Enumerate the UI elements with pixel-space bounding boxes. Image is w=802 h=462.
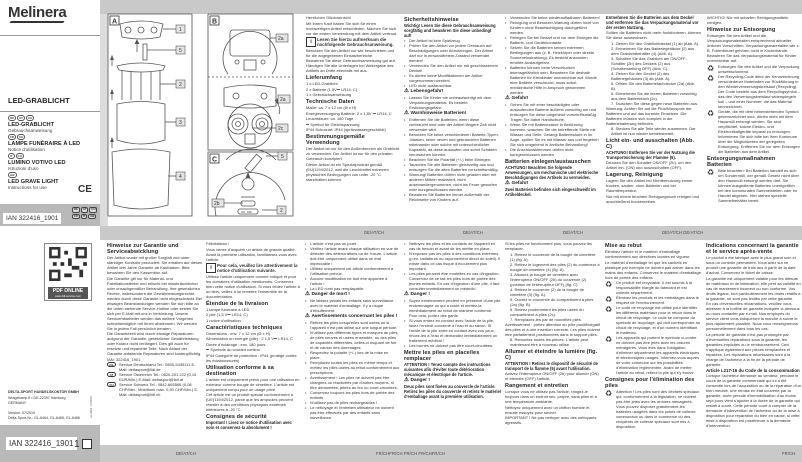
manual-type: Notice d'utilisation bbox=[8, 147, 45, 152]
symbol-note: ♻ Entsorgen Sie den Artikel und die Verpackung umweltschonend. bbox=[707, 64, 801, 74]
symbol-note: ♻ Geräte, die mit dem nebenstehenden Symbol gekennzeichnet sind, dürfen nicht mit dem Hausmüll entsorgt werden. Sie sind verpflichtet, solche Elektro- und Elektronikaltgeräte separat zu entsorgen. Informieren Sie sich bitte bei Ihrer Kommune über die Möglichkeiten der geregelten Entsorgung. Entfernen Sie vor dem Entsorgen die Batterien aus dem Artikel. bbox=[707, 109, 801, 154]
bullet-item: • Batterien können beim Verschlucken lebensgefährlich sein. Bewahren Sie deshalb Batterien für Kleinkinder unerreichbar auf. Wurde eine Batterie verschluckt, muss sofort medizinische Hilfe in Anspruch genommen werden. bbox=[505, 65, 600, 95]
paragraph: Der Artikel wurde mit großer Sorgfalt und unter ständiger Kontrolle produziert. Sie erhalten auf diesen Artikel drei Jahre Garantie ab Kaufdatum. Bitte bewahren Sie den Kassenbon auf. bbox=[107, 255, 203, 275]
section-heading: Batterien einlegen/austauschen bbox=[505, 159, 591, 165]
service-contact-text: Service Schweiz Tel.: 0842-665566 (0,08 CHF/Min., Mobilfunk max. 0,40 CHF/Min.) E-Mail: deltasport@lidl.ch bbox=[119, 382, 199, 397]
brand-logo: Melinera bbox=[8, 4, 67, 21]
section-heading: Consignes pour l'élimination des piles bbox=[605, 377, 695, 389]
bullet-item: • Warnung! Batterien dürfen nicht geladen oder mit anderen Mitteln reaktiviert, nicht auseinandergenommen, nicht ins Feuer geworfen oder kurzgeschlossen werden. bbox=[404, 172, 499, 192]
numbered-step: 5. Öffnen Sie den Batteriefachdeckel (2a) (Abb. B). bbox=[611, 80, 695, 91]
ce-mark: CE bbox=[78, 184, 92, 195]
paragraph: Durée d'éclairage : env. 180 jours bbox=[206, 341, 266, 347]
bullet-item: • Si vous entrez en contact avec l'acide de la pile, lavez l'endroit concerné à l'eau et au savon. Si l'acide de la pile entre en contact avec vos yeux, rincez-les à l'eau et demandez immédiatement un traitement médical ! bbox=[404, 318, 501, 343]
paragraph: Si les piles ne fonctionnent plus, vous pouvez les remplacer. bbox=[505, 241, 592, 251]
service-contact-text: Service Deutschland Tel.: 0800-5435111 E-Mail: deltasport@lidl.de bbox=[119, 362, 196, 372]
page-footer-region: DE/AT/CH bbox=[463, 230, 484, 235]
section-heading: Caractéristiques techniques bbox=[206, 324, 283, 331]
bullet-item: • Es dürfen keine Modifikationen am Artikel vorgenommen werden! bbox=[404, 73, 499, 83]
paragraph: Herzlichen Glückwunsch! bbox=[306, 15, 351, 20]
paragraph: En cas d'éventuelles réclamations, veuillez vous adresser à la hotline de garantie indiquée ci-dessous ou nous contacter par e-mail. Nos employés du service client vous indiqueront la marche à suivre le plus rapidement possible. Nous vous renseignerons personnellement dans tous les cas. bbox=[706, 301, 800, 331]
bullet-item: • Les bornes ne doivent pas être court-circuitées. bbox=[404, 343, 501, 348]
text-column bbox=[306, 15, 400, 182]
figure-b-label: B bbox=[212, 18, 218, 26]
paragraph: ⎓ Symbol für Gleichspannung bbox=[306, 121, 360, 127]
section-heading: Licht ein- und ausschalten (Abb. C) bbox=[606, 138, 695, 150]
service-contact bbox=[107, 362, 203, 372]
bold-paragraph: ATTENTION ! Retirez le dispositif de sécurité de transport de la flamme (5) avant l'utilisation. bbox=[505, 361, 598, 371]
bullet-item: • Wenn Sie mit Batteriesäure in Berührung kommen, waschen Sie die betreffende Stelle mit Wasser und Seife. Gelangt Batteriesäure in Ihr Auge, spülen Sie es mit Wasser aus und begeben Sie sich umgehend in ärztliche Behandlung! bbox=[505, 122, 600, 147]
warning-heading: ⚠ Danger de mort ! bbox=[305, 291, 400, 298]
bullet-item: • L'article n'est pas un jouet. bbox=[305, 241, 400, 246]
paragraph: 2 x Batterie (1,5V⎓ LR14, C) bbox=[306, 86, 358, 92]
figure-c-label: C bbox=[212, 156, 218, 164]
bold-paragraph: Entnehmen Sie die Batterien aus dem Deckel und entfernen Sie das Verpackungsmaterial vor der ersten Nutzung. bbox=[606, 15, 699, 30]
bullet-item: • Tauschen Sie alle Batterien gleichzeitig aus und entsorgen Sie die alten Batterien vorschriftsmäßig. bbox=[404, 162, 499, 172]
section-heading: Mettre les piles en place/les remplacer bbox=[404, 350, 480, 362]
paragraph: Lorsque vous ne utilisez pas l'article, rangez-le toujours dans un endroit sec, propre, sans piles et à une température ambiante. bbox=[505, 389, 597, 404]
country-code-badge: DE bbox=[107, 362, 116, 367]
bullet-item: • Le nettoyage et l'entretien utilisateur ne doivent pas être effectués par des enfants sans surveillance. bbox=[305, 405, 400, 420]
part-label-2a: 2a bbox=[278, 36, 284, 42]
symbol-note: ♻ Le code de recyclage est utilisé pour identifier les différents matériaux pour le retour dans le circuit de recyclage. Le code se compose du symbole de recyclage, qui doit correspondre au circuit de recyclage, et d'un numéro identifiant le matériau. bbox=[605, 305, 701, 335]
paragraph: 1 x LED-Grablicht bbox=[306, 81, 338, 86]
paragraph: La garantie est uniquement valable pour les défauts de matériaux et de fabrication, elle perd sa validité en cas de maniement incorrect ou non conforme. Vos droits légaux, tout particulièrement les droits relatifs à la garantie, ne sont pas limités par cette garantie. bbox=[706, 275, 801, 301]
bullet-item: • Reinigen Sie bei Bedarf und vor dem Einlegen die Batterie- und Gerätekontakte. bbox=[505, 35, 600, 45]
bullet-item: • Die Anschlussklemmen dürfen nicht kurzgeschlossen werden. bbox=[505, 147, 600, 157]
country-code-badge: CH bbox=[19, 135, 24, 139]
paragraph: Éliminez l'article et le matériel d'emballage conformément aux directives locales en vigueur. bbox=[605, 249, 691, 259]
pdf-online-label: PDF ONLINE bbox=[52, 288, 84, 294]
page-number: 1 bbox=[74, 439, 80, 450]
paragraph: Cet article est un produit spécial conformément à (UE)1194/2012, parce que les ampoules peuvent résister à des conditions physiques extrêmes inférieures à -20 °C. bbox=[206, 392, 293, 412]
part-label-1: 1 bbox=[179, 27, 182, 33]
company-street: Wragekamp 6 • DE-22397 Hamburg bbox=[8, 395, 66, 400]
paragraph: IAN: 322416_1901 bbox=[107, 356, 141, 362]
bullet-item: • Remplacez toutes les piles en même temps et mettez les piles usées au rebut conformément aux prescriptions. bbox=[305, 360, 400, 375]
item-number: Delta-Sport-Nr.: GL-6464, GL-6465, GL-6466 bbox=[8, 416, 80, 420]
numbered-step: 3. Allumez la bougie de cimetière avec l'interrupteur ON/OFF (2b) du couvercle (2) (position de l'interrupteur OFF) (fig. C). bbox=[510, 271, 587, 287]
paragraph: 1 notice d'utilisation bbox=[206, 317, 241, 323]
country-code-badge: DE bbox=[10, 116, 15, 120]
bullet-item: • Verwenden Sie den Artikel nur mit geschlossenem Deckel! bbox=[404, 63, 499, 73]
bullet-item: • Respectez la polarité (+/-) lors de la mise en place. bbox=[305, 350, 400, 360]
bold-paragraph: ACHTUNG! Entfernen Sie vor der Nutzung die Transportsicherung der Flamme (5). bbox=[606, 150, 695, 160]
symbol-note: ♻ Der Recycling-Code dient der Kennzeichnung verschiedener Materialien zur Rückführung in den Wiederverwertungskreislauf (Recycling). Der Code besteht aus dem Recyclingsymbol – das den Verwertungskreislauf widerspiegeln soll – und einer Nummer, die das Material kennzeichnet. bbox=[707, 74, 801, 109]
bold-paragraph: Wichtig! Lesen Sie diese Gebrauchsanweisung sorgfältig und bewahren Sie diese unbedingt auf! bbox=[404, 23, 496, 38]
warning-heading: ⚠ Gefahr! bbox=[505, 95, 600, 102]
bullet-item: • Soyez extrêmement prudent en présence d'une pile endommagée ou qui a coulé et mettez-la immédiatement au rebut de manière conforme. Pour cela, portez des gants. bbox=[404, 298, 501, 318]
paragraph: Energieversorgung Batterie: 2 x 1,5V ⎓ LR14, C bbox=[306, 110, 392, 116]
section-heading: Hinweise zur Garantie und Serviceabwicklung bbox=[107, 243, 179, 255]
text-column bbox=[707, 15, 801, 203]
symbol-note: ♻ Bitte beachten: Bei Batterien handelt es sich um Sondermüll, der gemäß Gesetz nicht über den Hausmüll entsorgt werden darf. Sie können ausgediente Batterien unentgeltlich bei den kommunalen Sammelstellen oder im Handel abgeben. Hier stehen spezielle Sammelbehälter bereit. bbox=[707, 168, 801, 203]
section-heading: Hinweise zur Entsorgung bbox=[707, 27, 776, 33]
country-code-badge: IT bbox=[10, 154, 13, 158]
warning-heading: ⚠ Gefahr! bbox=[505, 180, 600, 187]
paragraph: La période de garantie n'est pas prolongée par d'éventuelles réparations sous la garantie, les garanties implicites ou le remboursement. Ceci s'applique également aux pièces remplacées et réparées. Les réparations nécessaires sont à la charge de l'acheteur à la fin de la période de garantie. bbox=[706, 331, 791, 367]
warning-heading: ⚠ Danger ! bbox=[404, 291, 501, 298]
paragraph: Maße: ca. 7 x 12 cm (Ø x H) bbox=[306, 105, 357, 110]
paragraph: Alimentation en énergie (pile) : 2 1,5 V⎓ LR14, C bbox=[206, 336, 294, 341]
bullet-item: • LED nicht austauschbar. bbox=[404, 83, 499, 88]
bold-paragraph: ATTENTION ! Tenez compte des instructions suivantes afin d'éviter toute détérioration mécanique et électrique de l'article. bbox=[404, 362, 491, 377]
paragraph: Lagern Sie den Artikel bei Nichtbenutzung immer trocken, sauber, ohne Batterien und bei Raumtemperatur. bbox=[606, 178, 693, 193]
figure-a-label: A bbox=[112, 18, 118, 26]
bullet-item: • Avertissement ! Les piles ne doivent pas être chargées ou réactivées par d'autres moyens, ni être démontées, jetées au feu ou court-circuitées. bbox=[305, 375, 400, 390]
bullet-item: • Vérifiez l'article avant chaque utilisation en vue de détecter des détériorations ou de l'usure. L'article doit être uniquement utilisé dans un état impeccable ! bbox=[305, 246, 400, 266]
paragraph: Avertissement : prêtez attention au pôle positif/négatif des piles et à une insertion correcte. Les piles doivent être parfaitement positionnées dans le support piles. bbox=[505, 321, 601, 337]
service-contact bbox=[107, 372, 203, 382]
paragraph: Warnung: Achten Sie auf die Plus/Minuspole der Batterien und auf das korrekte Einsetzen. Die Batterien müssen sich komplett in der Batteriehalterung befinden. bbox=[606, 105, 692, 126]
country-code-badge: IT bbox=[82, 213, 86, 218]
paragraph: Die Garantiezeit wird durch etwaige Reparaturen aufgrund der Garantie, gesetzlicher Gewährleistung oder Kulanz nicht verlängert. Dies gilt auch für ersetzte und reparierte Teile. Nach Ablauf der Garantie anfallende Reparaturen sind kostenpflichtig. bbox=[107, 331, 202, 356]
section-heading: Étendue de la livraison bbox=[206, 300, 269, 307]
bullet-item: • Der Artikel ist kein Spielzeug. bbox=[404, 38, 499, 43]
company-country: GERMANY bbox=[8, 401, 27, 405]
part-label-5: 5 bbox=[281, 154, 284, 160]
page-footer-region: FR/CHFR/CH FR/CH FR/CHFR/CH bbox=[376, 451, 445, 456]
warning-heading: ⚠ Avertissements concernant les piles ! bbox=[305, 313, 400, 320]
page-footer-region: DE/AT/CH bbox=[563, 230, 584, 235]
paragraph: IMPORTANT ! Ne pas nettoyer avec des nettoyants agressifs. bbox=[505, 415, 597, 425]
text-column bbox=[505, 241, 601, 426]
bullet-item: • Gehen Sie mit einer beschädigten oder auslaufenden Batterie äußerst vorsichtig um und entsorgen Sie diese umgehend vorschriftsmäßig. Tragen Sie dabei Handschuhe. bbox=[505, 102, 600, 122]
paragraph: Utilisez l'article uniquement comme indiqué et pour les domaines d'utilisation mentionnés. Conservez bien cette notice d'utilisation. Si vous cédez l'article à un tiers, veillez à lui remettre l'ensemble de la documentation. bbox=[206, 273, 300, 299]
section-heading: Entsorgungsmaßnahmen Batterien bbox=[707, 155, 776, 168]
warning-heading: ⚠ Lebensgefahr! bbox=[404, 88, 499, 95]
bullet-item: • Retirez les piles lorsqu'elles sont usées ou si l'appareil n'est pas utilisé sur une longue période. bbox=[305, 320, 400, 330]
figure-a-frame bbox=[108, 14, 192, 216]
numbered-step: 1. Ziehen Sie den Grablichtdeckel (1) ab (Abb. A). bbox=[611, 40, 700, 46]
paragraph: Bewahren Sie diese Gebrauchsanweisung gut auf. Händigen Sie alle Unterlagen bei Weitergabe des Artikels an Dritte ebenfalls mit aus. bbox=[306, 58, 396, 73]
note-box: i Pour cela, veuillez lire attentivement la notice d'utilisation suivante. bbox=[206, 263, 301, 273]
numbered-step: 4. Ziehen Sie den Deckel (2) des Batteriegehäuses (3) ab (Abb. A). bbox=[611, 70, 671, 81]
bullet-item: • Utilisez uniquement cet article conformément à l'utilisation prévue. bbox=[305, 266, 400, 276]
paragraph: Sollten die Batterien nicht mehr funktionieren, können Sie diese auswechseln. bbox=[606, 30, 701, 40]
part-label-2b: 2b bbox=[214, 201, 220, 207]
part-label-2: 2 bbox=[179, 82, 182, 88]
symbol-note: ♻ Ce produit est recyclable. Il est soumis à la responsabilité élargie du fabricant et est collecté séparément. bbox=[605, 280, 701, 295]
numbered-step: 6. Entnehmen Sie die leeren Batterien vorsichtig aus dem Batteriefach (2c). bbox=[611, 90, 697, 101]
bullet-item: • N'exposez pas les piles à des conditions extrêmes (p.ex. radiateurs ou rayonnement direct du soleil). Il existe dans ce cas risque d'écoulement plus important. bbox=[404, 251, 501, 271]
section-heading: Mise au rebut bbox=[605, 243, 642, 249]
numbered-step: 1. Retirez le couvercle de la bougie de cimetière (1) (fig. A). bbox=[510, 251, 596, 262]
bold-paragraph: ACHTUNG! Beachten Sie folgende Anweisungen, um mechanische und elektrische Beschädigungen des Artikels zu vermeiden. bbox=[505, 165, 599, 180]
paragraph: Mit Ihrem Kauf haben Sie sich für einen hochwertigen Artikel entschieden. Machen Sie sich vor der ersten Verwendung mit dem Artikel vertraut. bbox=[306, 20, 398, 36]
paragraph: IP44 Schutzart: IP44 (spritzwassergeschützt) bbox=[306, 127, 386, 132]
symbol-note: ♻ Les appareils qui portent le symbole ci-contre ne doivent pas être jetés avec les ordures ménagères. Vous êtes dans l'obligation d'éliminer séparément les appareils électriques et électroniques usagés. Informez-vous auprès de votre commune sur les possibilités d'élimination réglementée. Avant de mettre l'article au rebut, retirez la pile qui s'y trouve. bbox=[605, 335, 701, 375]
bullet-item: • Aucune modification ne doit être apportée à l'article ! bbox=[305, 276, 400, 286]
text-column bbox=[305, 241, 400, 420]
country-code-badge: DE bbox=[74, 207, 78, 211]
paragraph: Die Garantie gilt nur für Material- und Fabrikationsfehler und erlischt bei missbräuchlicher oder unsachgemäßer Behandlung. Ihre gesetzlichen Rechte, insbesondere die Gewährleistungsrechte, werden durch diese Garantie nicht eingeschränkt. Bei etwaigen Beanstandungen wenden Sie sich bitte an die unten stehende Service-Hotline oder setzen Sie sich per E-Mail mit uns in Verbindung. Unsere Servicemitarbeiter werden das weitere Vorgehen schnellstmöglich mit Ihnen abstimmen. Wir werden Sie in jedem Fall persönlich beraten. bbox=[107, 275, 202, 331]
section-heading: Bestimmungsgemäße Verwendung bbox=[306, 134, 365, 146]
paragraph: 1 lampe funéraire à LED bbox=[206, 306, 250, 312]
paragraph: Leuchtdauer: ca. 180 Tage bbox=[306, 116, 354, 121]
country-code-badge: CH bbox=[27, 116, 33, 120]
ian-number: IAN 322416_1901 bbox=[6, 437, 77, 450]
section-heading: Technische Daten bbox=[306, 99, 355, 105]
bold-paragraph: Zwei Batterien befinden sich eingeschweißt im Artikeldeckel. bbox=[505, 187, 596, 197]
numbered-step: 2. Retirez le logement des piles (2) du conteneur à bougie de cimetière (4) (fig. A). bbox=[510, 261, 600, 272]
paragraph: Dimensions : env. 7 x 12 cm (Ø x H) bbox=[206, 330, 270, 336]
warning-heading: ⚠ Danger ! bbox=[404, 377, 501, 384]
paragraph: ⎓ Symbole du courant continu bbox=[206, 347, 260, 352]
version-label: Version: 07/2019 bbox=[8, 410, 35, 415]
manual-type: Istruzioni d'uso bbox=[8, 166, 39, 171]
paragraph: 1 x Gebrauchsanweisung bbox=[306, 92, 352, 97]
pdf-online-url[interactable]: www.lidl-service.com bbox=[55, 294, 81, 298]
numbered-step: 2. Entnehmen Sie das Batteriegehäuse (2) aus dem Grablichtbehälter (4) (Abb. A). bbox=[611, 45, 695, 56]
paragraph: WICHTIG! Nie mit scharfen Reinigungsmitteln reinigen. bbox=[707, 15, 789, 25]
product-name: LED-GRABLICHT bbox=[8, 122, 54, 128]
text-column bbox=[606, 15, 701, 204]
paragraph: Lorsque l'acheteur demande au vendeur, pendant le cours de la garantie commerciale qui lui a été consentie lors de l'acquisition ou de la réparation d'un bien meuble, une remise en état couverte par la garantie, toute période d'immobilisation d'au moins sept jours vient s'ajouter à la durée de la garantie qui restait à courir. Cette période court à compter de la demande d'intervention de l'acheteur ou de la mise à disposition pour réparation du bien en cause, si cette mise à disposition est postérieure à la demande d'intervention. bbox=[706, 372, 801, 428]
bullet-item: • N'utilisez pas différents types et marques de piles, de piles neuves et usées ensemble, ou des piles de capacités différentes, celles-ci risquant de fuir et de causer des dommages. bbox=[305, 330, 400, 350]
country-code-badge: CH bbox=[91, 207, 96, 211]
paragraph: Nettoyez uniquement avec un chiffon humide et ensuite essuyez pour sécher. bbox=[505, 404, 590, 415]
country-code-badge: FR bbox=[74, 213, 78, 218]
bullet-item: • Beachten Sie die Polarität (+/-) beim Einlegen. bbox=[404, 157, 499, 162]
symbol-note: ♻ Attention ! Les piles sont des déchets spéciaux qui, conformément à la législation, ne doivent pas être jetés avec les ordures ménagères. Vous pouvez disposer gratuitement les batteries usagées dans les points de collecte communaux ou dans le commerce où des récipients de collecte spéciaux sont mis à disposition. bbox=[605, 389, 701, 429]
warning-heading: ⚠ Warnhinweise Batterien! bbox=[404, 110, 499, 117]
paragraph: Activez l'interrupteur ON/OFF (2b) pour allumer (ON) et éteindre (OFF) l'article. bbox=[505, 371, 599, 381]
section-heading: Allumer et éteindre la lumière (fig. C) bbox=[505, 349, 598, 361]
section-heading: Consignes de sécurité bbox=[206, 414, 267, 420]
country-code-badge: CH bbox=[107, 382, 116, 387]
bullet-item: • Ne laissez jamais les enfants sans surveillance avec le matériel d'emballage. Il y a risque d'étouffement. bbox=[305, 298, 400, 313]
bullet-item: • Nettoyez les piles et les contacts de l'appareil en cas de besoin et avant de les mettre en place. bbox=[404, 241, 501, 251]
section-heading: Lagerung, Reinigung bbox=[606, 172, 663, 178]
symbol-note: ♻ Éliminez les produits et les emballages dans le respect de l'environnement. bbox=[605, 295, 701, 305]
part-label-2c: 2c bbox=[278, 126, 284, 132]
part-label-3: 3 bbox=[179, 120, 182, 126]
bullet-item: • Lassen Sie Kinder nie unbeaufsichtigt mit dem Verpackungsmaterial. Es besteht Erstickungsgefahr. bbox=[404, 95, 499, 110]
paragraph: 2 pile (1,5 V⎓ LR14, C) bbox=[206, 312, 248, 317]
part-label-2: 2 bbox=[280, 208, 283, 214]
part-label-5: 5 bbox=[179, 48, 182, 54]
bullet-item: • Verwenden Sie keine wiederaufladbaren Batterien! bbox=[505, 15, 600, 20]
product-name: LUMINO VOTIVO LED bbox=[8, 160, 66, 166]
page-footer-region: FR/CH bbox=[782, 451, 796, 456]
side-code: GL-6464 · 07/2019 bbox=[90, 396, 93, 418]
bullet-item: • Les piles peuvent être mortelles en cas d'ingestion. Conservez de ce fait les piles hors de portée des jeunes enfants. En cas d'ingestion d'une pile, il faut consulter immédiatement un médecin. bbox=[404, 271, 501, 291]
numbered-step: 7. Remplacez-les par de nouvelles piles. bbox=[510, 316, 582, 322]
numbered-step: 8. Stecken Sie alle Teile wieder zusammen. Der Artikel ist nun wieder betriebsbereit. bbox=[611, 126, 696, 136]
paragraph: L'article est uniquement prévu pour une utilisation en extérieur comme bougie de cimetière. L'article est uniquement conçu pour un usage privé. bbox=[206, 376, 300, 392]
paragraph: Entsorgen Sie den Artikel und die Verpackungsmaterialien entsprechend aktueller örtlicher Vorschriften. Verpackungsmaterialien wie z. B. Folienbeutel gehören nicht in Kinderhände. Bewahren Sie das Verpackungsmaterial für Kinder unerreichbar auf. bbox=[707, 33, 800, 63]
paragraph: Félicitations ! bbox=[206, 241, 230, 246]
paragraph: Drücken Sie den Schalter ON/OFF (2b), um den Artikel ein- (ON) und auszuschalten (OFF). bbox=[606, 160, 692, 170]
page-footer-region: DE/AT/CH DE/AT/CH bbox=[662, 230, 704, 235]
text-column bbox=[605, 241, 701, 429]
country-code-badge: GB bbox=[90, 213, 95, 218]
numbered-step: 5. Ouvrez le couvercle du compartiment à piles (2a) (fig. B). bbox=[510, 296, 594, 307]
bullet-item: • Bewahren Sie Batterien immer außerhalb der Reichweite von Kindern auf. bbox=[404, 192, 499, 202]
text-column bbox=[404, 241, 501, 399]
note-box: i Lesen Sie hierzu aufmerksam die nachfolgende Gebrauchsanweisung. bbox=[306, 37, 400, 47]
part-label-2a: 2a bbox=[280, 97, 286, 103]
text-column bbox=[404, 15, 499, 202]
section-heading: Indications concernant la garantie et le service après-vente bbox=[706, 243, 799, 255]
part-label-4: 4 bbox=[179, 174, 182, 180]
bullet-item: • Setzen Sie die Batterien keinen extremen Bedingungen aus (z. B. Heizkörper oder direkte Sonneneinstrahlung). Es besteht ansonsten erhöhte Auslaufgefahr. bbox=[505, 45, 600, 65]
manual-type: Instructions for use bbox=[8, 185, 47, 190]
country-code-badge: AT bbox=[19, 116, 23, 120]
product-name: LAMPE FUNÉRAIRE À LED bbox=[8, 141, 81, 147]
text-column bbox=[206, 241, 301, 430]
section-heading: Lieferumfang bbox=[306, 75, 343, 81]
bullet-item: • Reinigung und Benutzer-Wartung dürfen nicht von Kindern ohne Beaufsichtigung durchgeführt werden. bbox=[505, 20, 600, 35]
bold-paragraph: Deux piles sont fixées au couvercle de l'article. Retirez les piles du couvercle et retirez le matériel d'emballage avant la première utilisation. bbox=[404, 384, 501, 399]
bullet-item: • La LED n'est pas remplaçable. bbox=[305, 286, 400, 291]
country-code-badge: GB bbox=[10, 173, 15, 177]
bullet-item: • Conservez toujours les piles hors de portée des enfants. bbox=[305, 390, 400, 400]
country-code-badge: FR bbox=[10, 135, 14, 139]
page-footer-region: DE/AT/CH bbox=[364, 230, 385, 235]
service-contact-text: Service Österreich Tel.: 0820-201 222 (0,15 EUR/Min.) E-Mail: deltasport@lidl.at bbox=[119, 372, 197, 382]
paragraph: Dieser Artikel ist ein Spezialprodukt gemäß (EU)1194/2012, weil die Leuchtmittel extremen physischen Bedingungen von unter -20 °C standhalten können. bbox=[306, 161, 389, 182]
product-name: LED GRAVE LIGHT bbox=[8, 179, 59, 185]
bullet-item: • N'utilisez pas de piles rechargeables ! bbox=[305, 400, 400, 405]
text-column bbox=[706, 241, 801, 428]
numbered-step: 6. Retirez prudemment les piles usées du compartiment à piles (2c). bbox=[510, 306, 584, 317]
country-code-badge: AT bbox=[82, 207, 87, 211]
ian-number: IAN 322416_1901 bbox=[3, 213, 61, 224]
section-heading: Utilisation conforme à sa destination bbox=[206, 364, 274, 377]
paragraph: Le matériel d'emballage tel que les sachets en plastique par exemple ne doivent pas arriver dans les mains des enfants. Conservez le matériel d'emballage hors de portée des enfants. bbox=[605, 259, 701, 280]
numbered-step: 4. Retirez le couvercle (2) de la bougie de cimetière (3) (fig. A). bbox=[510, 286, 585, 297]
numbered-step: 3. Schalten Sie das Grablicht am ON/OFF-Schalter (2b) des Deckels (2) aus (Schalterstellung OFF) (Abb. C). bbox=[611, 55, 687, 71]
manual-type: Gebrauchsanweisung bbox=[8, 128, 53, 133]
paragraph: IP44 Catégorie de protection : IP44 (protégé contre les éclaboussures) bbox=[206, 352, 297, 363]
paragraph: Benutzen Sie den Artikel nur wie beschrieben und für die angegebenen Einsatzbereiche. bbox=[306, 47, 395, 58]
switch-label: ON · OFF bbox=[241, 211, 252, 214]
text-column bbox=[505, 15, 600, 197]
bullet-item: • Entfernen Sie die Batterien, wenn diese verbraucht sind oder der Artikel längere Zeit nicht verwendet wird. bbox=[404, 117, 499, 132]
bullet-item: • Benutzen Sie keine verschiedenen Batterie-Typen, -Marken, keine neuen und gebrauchten Batterien miteinander oder solche mit unterschiedlicher Kapazität, da diese auslaufen und somit Schäden verursachen können. bbox=[404, 132, 499, 157]
section-heading: Rangement et entretien bbox=[505, 383, 569, 389]
bold-paragraph: Important ! Lisez ce notice d'utilisation avec soin et conservez-la absolument ! bbox=[206, 420, 292, 430]
cover-title: LED-GRABLICHT bbox=[8, 96, 70, 105]
paragraph: Nur mit einem feuchten Reinigungstuch reinigen und anschließend trockenreiben. bbox=[606, 193, 700, 204]
paragraph: Le produit a été fabriqué avec le plus grand soin et sous un contrôle permanent. Vous avez sur ce produit une garantie de trois ans à partir de la date d'achat. Conservez le ticket de caisse. bbox=[706, 255, 796, 275]
paragraph: Der Artikel ist nur für den Außenbereich als Grablicht zu verwenden. Der Artikel ist nur für den privaten Gebrauch konzipiert. bbox=[306, 146, 400, 161]
numbered-step: 7. Tauschen Sie diese gegen neue Batterien aus. bbox=[611, 100, 699, 106]
bullet-item: • Prüfen Sie den Artikel vor jedem Gebrauch auf Beschädigungen oder Abnutzungen. Der Artikel darf nur in einwandfreiem Zustand verwendet werden! bbox=[404, 43, 499, 63]
paragraph: Vous venez d'acquérir un article de grande qualité. Avant la première utilisation, familiarisez-vous avec l'article. bbox=[206, 246, 297, 262]
page-footer-region: DE/AT/CH bbox=[176, 451, 197, 456]
text-column bbox=[107, 241, 203, 397]
country-code-badge: AT bbox=[107, 372, 116, 377]
subsection-heading: Article L217-16 du Code de la consommation bbox=[706, 367, 800, 373]
service-contact bbox=[107, 382, 203, 397]
section-heading: Sicherheitshinweise bbox=[404, 17, 459, 23]
country-code-badge: CH bbox=[17, 154, 23, 158]
numbered-step: 8. Remontez toutes les pièces. L'article peut maintenant être à nouveau utilisé. bbox=[510, 337, 589, 347]
company-name: DELTA-SPORT HANDELSKONTOR GMBH bbox=[8, 390, 79, 394]
